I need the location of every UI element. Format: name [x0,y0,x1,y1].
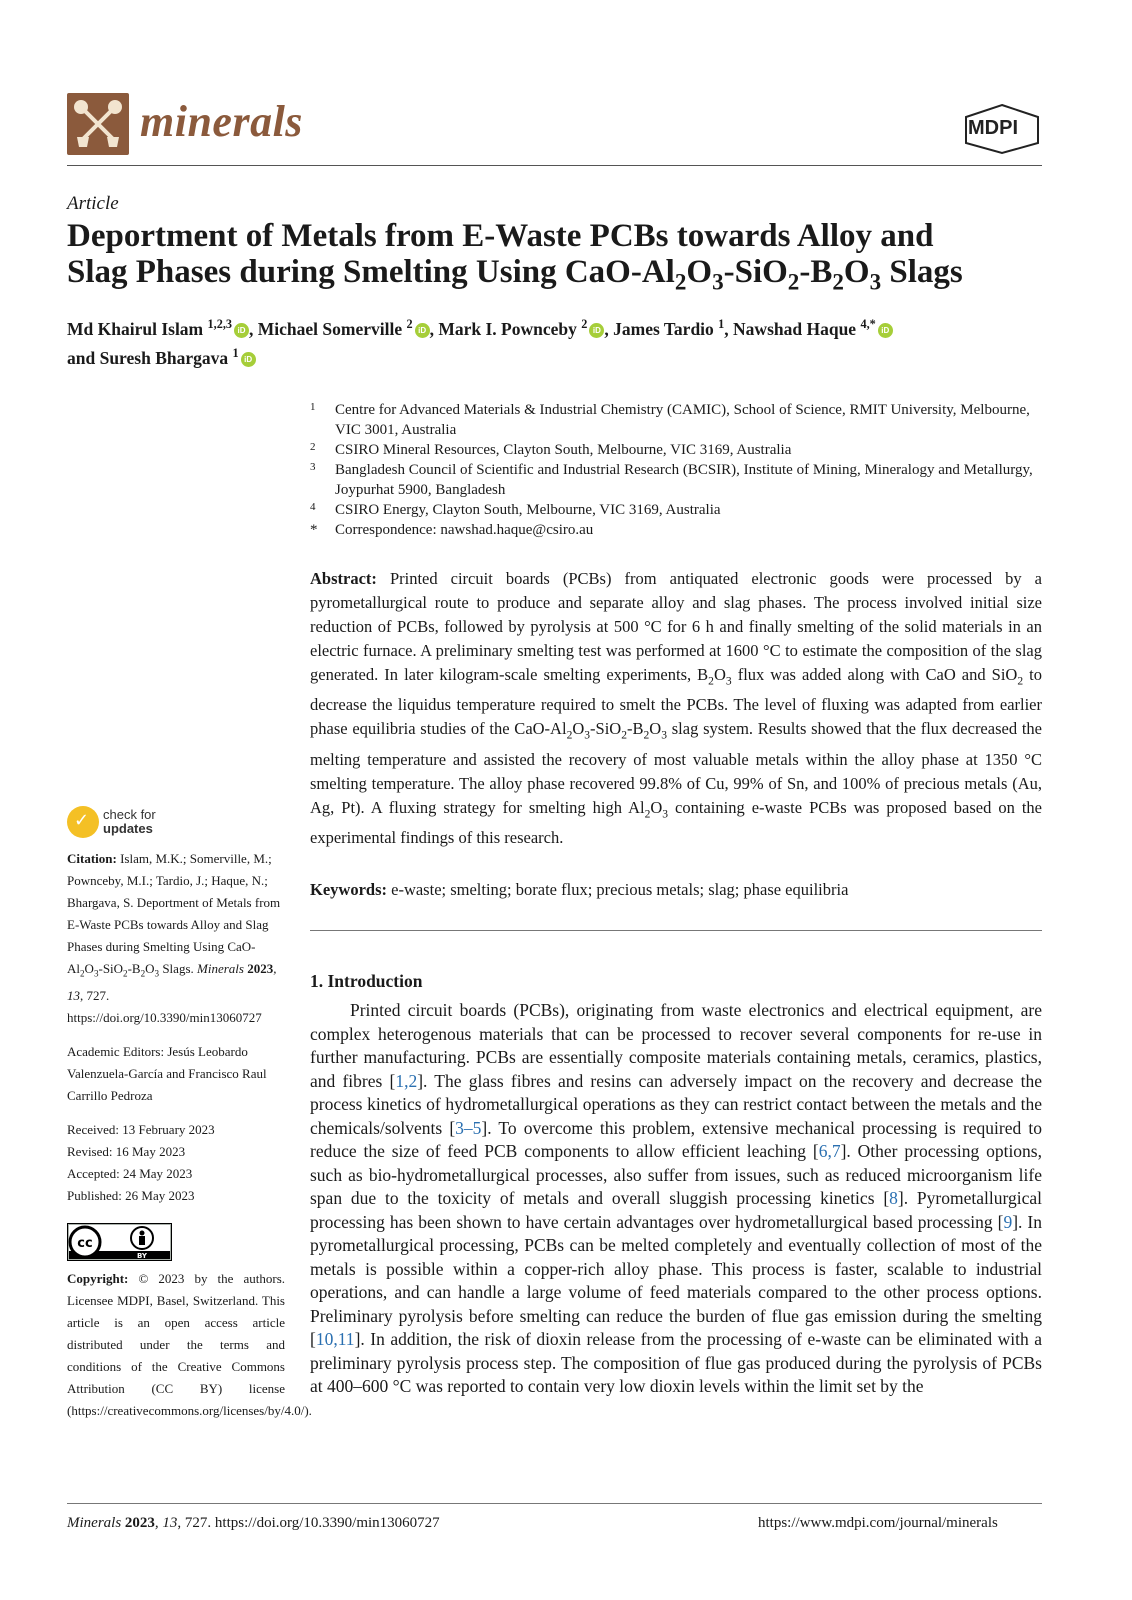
affiliation-text: CSIRO Energy, Clayton South, Melbourne, VIC 3169, Australia [335,502,721,518]
affiliation-item [310,440,1040,460]
title-line-2-mid: -B [799,254,833,290]
affiliation-text: Bangladesh Council of Scientific and Industrial Research (BCSIR), Institute of Mining, Mineralogy and Metallurgy, Joypurhat 5900, Bangladesh [335,462,1033,498]
mdpi-logo[interactable] [962,103,1042,155]
section-heading: 1. Introduction [310,971,423,991]
intro-paragraph [310,999,1042,1399]
svg-text:BY: BY [136,1252,148,1260]
abstract-text: Printed circuit boards (PCBs) from antiquated electronic goods were processed by a pyrometallurgical route to produce and separate alloy and slag phases. The process involved initial size reduction of PCBs, followed by pyrolysis at 500 °C for 6 h and finally smelting of the solid materials in an electric furnace. A preliminary smelting test was performed at 1600 °C to estimate the composition of the slag generated. In later kilogram-scale smelting experiments, B [310,569,1042,684]
intro-text: ]. The glass fibres and resins can adversely impact on the recovery and decrease the process kinetics of hydrometallurgical operations as they can restrict contact between the metals and the chemicals/solvents [ [310,1070,1042,1138]
journal-name[interactable]: minerals [140,97,303,146]
journal-logo [67,93,129,155]
revised-date: Revised: 16 May 2023 [67,1143,186,1159]
affiliation-item [310,400,1040,440]
footer-doi[interactable]: , 727. https://doi.org/10.3390/min13060727 [177,1515,440,1531]
intro-text: ]. To overcome this problem, extensive mechanical processing is required to reduce the size of feed PCB components to allow efficient leaching [ [310,1117,1042,1161]
cc-by-license-badge[interactable] [67,1223,172,1261]
citation-text: Islam, M.K.; Somerville, M.; Pownceby, M.I.; Tardio, J.; Haque, N.; Bhargava, S. Deportment of Metals from E-Waste PCBs towards Alloy and Slag Phases during Smelting Using CaO-Al [67,851,281,976]
citation-year: 2023 [243,961,274,976]
intro-text: ]. In pyrometallurgical processing, PCBs can be melted completely and eventually collection of most of the metals is possible within a copper-rich alloy phase. This process is faster, scalable to industrial operations, and can handle a large volume of feed materials compared to the other process options. Preliminary pyrolysis before smelting can reduce the burden of flue gas emission during the smelting [ [310,1211,1043,1349]
author-affiliation-ref: 1,2,3 [207,317,233,331]
orcid-icon[interactable]: iD [415,323,430,338]
author-affiliation-ref: 1 [232,345,239,360]
citation-doi[interactable]: , 727. https://doi.org/10.3390/min13060727 [67,987,262,1025]
svg-text:cc: cc [77,1236,93,1251]
abstract: Abstract: Printed circuit boards (PCBs) from antiquated electronic goods were processed by a pyrometallurgical route to produce and separate alloy and slag phases. The process involved initial size reduction of PCBs, followed by pyrolysis at 500 °C for 6 h and finally smelting of the solid materials in an electric furnace. A preliminary smelting test was performed at 1600 °C to estimate the composition of the slag generated. In later kilogram-scale smelting experiments, $B_2O_3$ flux was added along with CaO and SiO$_2$ to decrease the liquidus temperature required to smelt the PCBs. The level of fluxing was adapted from earlier phase equilibria studies of the CaO-$Al_2O_3-SiO_2-B_2O_3$ slag system. Results showed that the flux decreased the melting temperature and assisted the recovery of most valuable metals within the alloy phase at 1350 °C smelting temperature. The alloy phase recovered 99.8% of Cu, 99% of Sn, and 100% of precious metals (Au, Ag, Pt). A fluxing strategy for smelting high $Al_2O_3$ containing e-waste PCBs was proposed based on the experimental findings of this research. [310,569,1042,847]
article-type: Article [67,193,119,214]
citation-link[interactable]: 9 [1003,1211,1013,1232]
citation-volume: , 13 [67,961,277,1003]
author-list: Md Khairul Islam $^{1,2,3}$ iD , Michael Somerville $^2$ iD , Mark I. Pownceby $^2$ iD , James Tardio $^1$, Nawshad Haque $^{4,*}$ iD and Suresh Bhargava $^1$ iD [67,312,1047,370]
citation-link[interactable]: 6,7 [818,1141,841,1161]
keywords-label: Keywords: [310,880,387,899]
footer-year: 2023 [121,1515,155,1531]
checkmark-icon: ✓ [74,810,90,831]
author-affiliation-ref: 4,* [860,317,876,331]
citation-text: Slags. [159,961,197,976]
header-divider [67,165,1042,166]
check-updates-label[interactable]: check for [103,807,156,822]
orcid-icon[interactable]: iD [589,323,604,338]
title-line-2-end: Slags [881,254,963,290]
intro-text: ]. In addition, the risk of dioxin release from the processing of e-waste can be eliminated with a preliminary pyrolysis process step. The composition of flue gas produced during the pyrolysis of PCBs at 400–600 °C was reported to contain very low dioxin levels within the limit set by the [310,1329,1042,1396]
article-title: Deportment of Metals from E-Waste PCBs towards Alloy and Slag Phases during Smelting Using CaO-$Al_2O_3-SiO_2-B_2O_3$ Slags [67,218,963,295]
intro-text: ]. Other processing options, such as bio-hydrometallurgical processes, also suffer from issues, such as reduced microorganism life span due to the toxicity of metals and overall sluggish processing kinetics [ [310,1141,1042,1208]
citation-link[interactable]: 8 [889,1188,898,1208]
author-name[interactable]: Mark I. Pownceby [438,318,577,339]
footer-journal: Minerals [67,1515,122,1531]
author-affiliation-ref: 2 [581,317,588,331]
received-date: Received: 13 February 2023 [67,1121,215,1137]
affiliation-text: CSIRO Mineral Resources, Clayton South, Melbourne, VIC 3169, Australia [335,442,792,458]
footer-journal-url[interactable]: https://www.mdpi.com/journal/minerals [758,1515,998,1531]
affiliation-number: 4 [310,501,316,513]
check-updates-label-bold[interactable]: updates [103,821,153,836]
author-name[interactable]: Michael Somerville [257,318,403,339]
abstract-text: flux was added along with CaO and SiO [731,665,1018,684]
copyright-notice [67,1268,312,1422]
abstract-label: Abstract: [310,569,377,588]
abstract-text: containing e-waste PCBs was proposed based on the experimental findings of this research. [310,797,1042,847]
abstract-divider [310,930,1042,931]
academic-editors: Academic Editors: Jesús Leobardo Valenzuela-García and Francisco Raul Carrillo Pedroza [67,1043,267,1103]
orcid-icon[interactable]: iD [234,323,249,338]
article-info-sidebar [67,848,285,1219]
affiliation-number: * [310,522,318,538]
title-line-1: Deportment of Metals from E-Waste PCBs towards Alloy and [67,218,934,254]
abstract-text: to decrease the liquidus temperature required to smelt the PCBs. The level of fluxing was adapted from earlier phase equilibria studies of the CaO-Al [310,665,1042,739]
citation-link[interactable]: 1,2 [395,1070,418,1091]
intro-text: Printed circuit boards (PCBs), originating from waste electronics and electrical equipment, are complex heterogenous materials that can be processed to recover several components for re-use in further manufacturing. PCBs are essentially composite materials containing metals, ceramics, plastics, and fibres [ [310,1000,1042,1091]
affiliations [310,400,1040,540]
intro-text: ]. Pyrometallurgical processing has been shown to have certain advantages over hydrometallurgical based processing [ [310,1188,1042,1232]
affiliation-number: 1 [310,401,316,413]
author-name[interactable]: Nawshad Haque [733,318,857,339]
abstract-text: slag system. Results showed that the flux decreased the melting temperature and assisted the recovery of most valuable metals within the alloy phase at 1350 °C smelting temperature. The alloy phase recovered 99.8% of Cu, 99% of Sn, and 100% of precious metals (Au, Ag, Pt). A fluxing strategy for smelting high Al [310,719,1042,817]
affiliation-number: 2 [310,441,316,453]
author-affiliation-ref: 1 [718,317,725,331]
crossed-tools-icon [67,93,129,155]
correspondence-text[interactable]: Correspondence: nawshad.haque@csiro.au [335,522,594,538]
copyright-text: © 2023 by the authors. Licensee MDPI, Basel, Switzerland. This article is an open access article distributed under the terms and conditions of the Creative Commons Attribution (CC BY) license (https://creativecommons.org/licenses/by/4.0/). [67,1271,312,1418]
affiliation-number: 3 [310,461,316,473]
keywords-text: e-waste; smelting; borate flux; precious metals; slag; phase equilibria [387,880,849,899]
accepted-date: Accepted: 24 May 2023 [67,1165,193,1181]
author-name[interactable]: Md Khairul Islam [67,318,204,339]
keywords [310,878,1042,902]
author-affiliation-ref: 2 [406,317,413,331]
copyright-label: Copyright: [67,1271,129,1286]
footer-divider [67,1503,1042,1504]
citation-link[interactable]: 10,11 [315,1329,355,1349]
affiliation-item [310,500,1040,520]
title-line-2-start: Slag Phases during Smelting Using CaO-Al [67,254,675,290]
footer-citation [67,1515,440,1532]
citation-block: Citation: Islam, M.K.; Somerville, M.; Pownceby, M.I.; Tardio, J.; Haque, N.; Bhargava, S. Deportment of Metals from E-Waste PCBs towards Alloy and Slag Phases during Smelting Using CaO-$Al_2O_3-SiO_2-B_2O_3$ Slags. Minerals 2023, 13, 727. https://doi.org/10.3390/min13060727 [67,851,281,1025]
author-name[interactable]: and Suresh Bhargava [67,347,229,368]
affiliation-item [310,460,1040,500]
orcid-icon[interactable]: iD [878,323,893,338]
citation-link[interactable]: 3–5 [455,1117,482,1138]
footer-volume: , 13 [154,1515,178,1531]
correspondence [310,520,1040,540]
published-date: Published: 26 May 2023 [67,1187,195,1203]
citation-label: Citation: [67,851,117,866]
affiliation-text: Centre for Advanced Materials & Industrial Chemistry (CAMIC), School of Science, RMIT University, Melbourne, VIC 3001, Australia [335,402,1030,438]
citation-journal: Minerals [197,961,244,976]
dates-block [67,1119,285,1207]
author-name[interactable]: James Tardio [613,318,714,339]
mdpi-logo-text: MDPI [968,117,1018,139]
orcid-icon[interactable]: iD [241,352,256,367]
